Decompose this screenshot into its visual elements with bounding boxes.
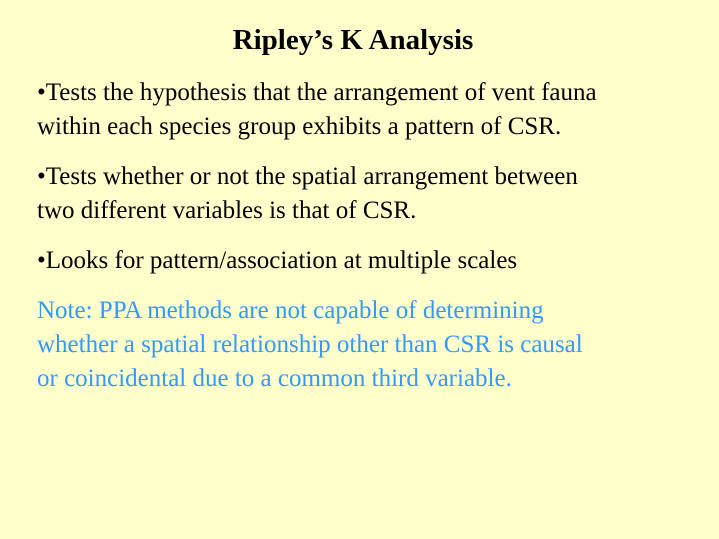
bullet-item-3: •Looks for pattern/association at multiple scales: [37, 247, 518, 274]
bullet-item-2: •Tests whether or not the spatial arrangement between two different variables is that of CSR.: [37, 163, 578, 224]
slide-title: Ripley’s K Analysis: [232, 24, 474, 56]
bullet-item-1: •Tests the hypothesis that the arrangement of vent fauna within each species group exhibits a pattern of CSR.: [37, 79, 597, 140]
note-text: Note: PPA methods are not capable of determining whether a spatial relationship other than CSR is causal or coincidental due to a common third variable.: [37, 297, 583, 392]
bullet-list: [37, 76, 707, 288]
